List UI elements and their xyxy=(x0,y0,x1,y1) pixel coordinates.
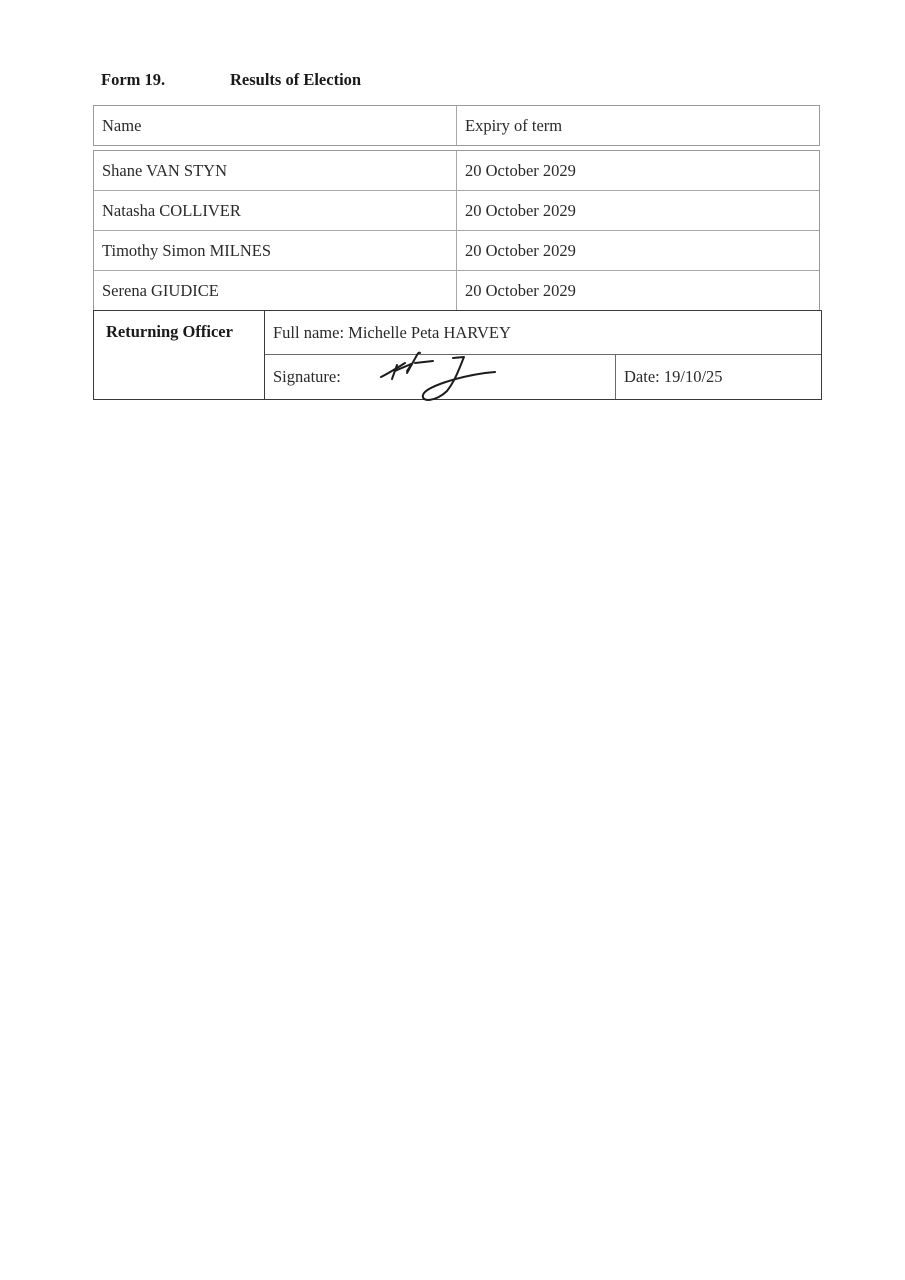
term-expiry: 20 October 2029 xyxy=(465,281,576,300)
table-row xyxy=(94,191,819,231)
returning-officer-details xyxy=(265,311,821,399)
term-expiry: 20 October 2029 xyxy=(465,240,576,260)
results-table xyxy=(93,150,820,311)
signature-date: Date: 19/10/25 xyxy=(624,367,723,386)
signature-label: Signature: xyxy=(273,367,341,386)
table-row xyxy=(94,231,819,271)
form-heading xyxy=(101,70,361,90)
candidate-name: Timothy Simon MILNES xyxy=(94,231,457,270)
results-table-header xyxy=(93,105,820,146)
column-header-expiry: Expiry of term xyxy=(465,115,563,135)
signature-icon xyxy=(367,341,517,421)
signature-row xyxy=(265,355,821,399)
candidate-name: Shane VAN STYN xyxy=(94,151,457,190)
candidate-name: Natasha COLLIVER xyxy=(94,191,457,230)
term-expiry: 20 October 2029 xyxy=(465,160,576,180)
officer-full-name: Full name: Michelle Peta HARVEY xyxy=(265,311,821,355)
form-number: Form 19. xyxy=(101,70,166,89)
form-title: Results of Election xyxy=(230,70,362,89)
term-expiry: 20 October 2029 xyxy=(465,200,576,220)
returning-officer-label: Returning Officer xyxy=(94,311,265,399)
column-header-name: Name xyxy=(94,106,457,145)
returning-officer-block xyxy=(93,310,822,400)
table-row xyxy=(94,151,819,191)
table-row xyxy=(94,271,819,311)
signature-cell xyxy=(265,355,616,399)
candidate-name: Serena GIUDICE xyxy=(94,271,457,311)
